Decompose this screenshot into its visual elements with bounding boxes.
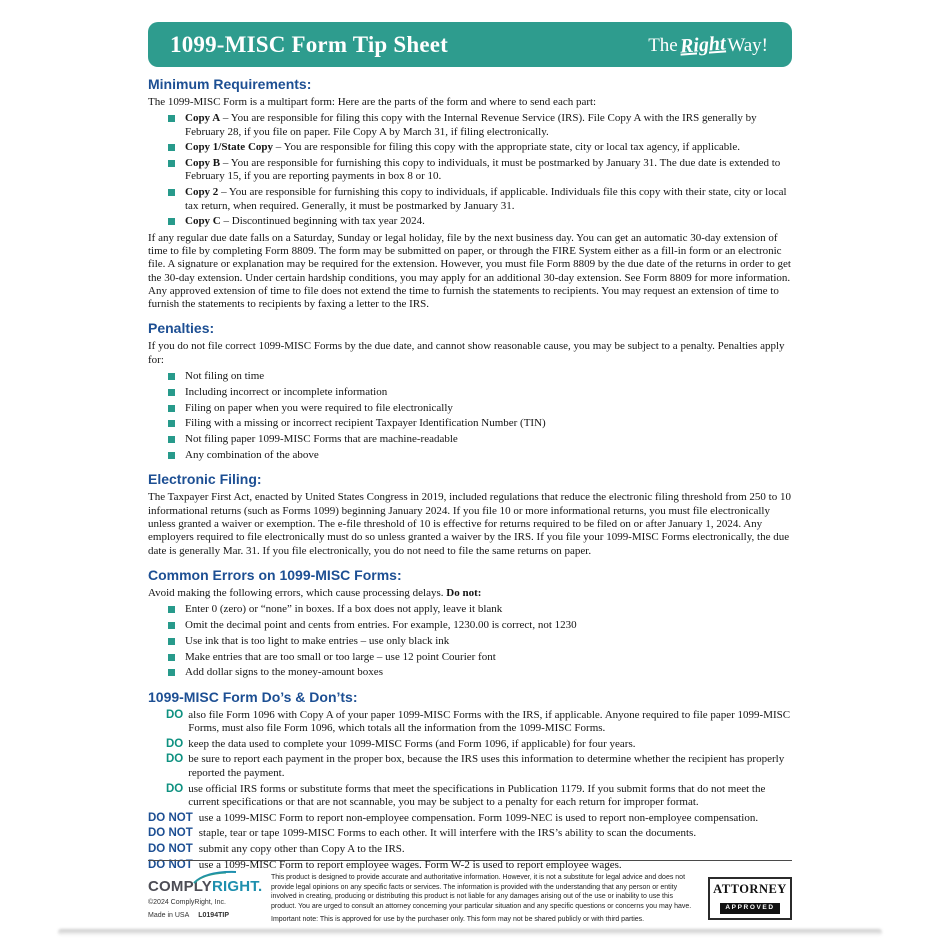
list-item: Filing with a missing or incorrect recipient Taxpayer Identification Number (TIN) (168, 417, 792, 430)
bullet-square-icon (168, 436, 175, 443)
list-item: Add dollar signs to the money-amount boxes (168, 666, 792, 679)
list-item: Not filing paper 1099-MISC Forms that are machine-readable (168, 433, 792, 446)
error-list (148, 603, 792, 679)
section-heading: 1099-MISC Form Do’s & Don’ts: (148, 688, 358, 705)
copy-text: – Discontinued beginning with tax year 2024. (220, 215, 425, 228)
section-intro: If you do not file correct 1099-MISC Forms by the due date, and cannot show reasonable cause, you may be subject to a penalty. Penalties apply for: (148, 340, 785, 366)
do-label: DO (166, 753, 184, 766)
document-content (148, 0, 792, 875)
list-item (168, 215, 792, 228)
page-title: 1099-MISC Form Tip Sheet (170, 32, 449, 57)
penalty-list (148, 370, 792, 462)
do-not-emphasis: Do not: (446, 586, 482, 599)
badge-approved-text: APPROVED (720, 903, 779, 914)
copy-text: – You are responsible for furnishing this copy to individuals, if applicable. Individuals file this copy with their state, city or local tax return, when required. Generally, it must be postmarked by January 31. (185, 186, 787, 212)
title-banner (148, 22, 792, 67)
list-item: Enter 0 (zero) or “none” in boxes. If a box does not apply, leave it blank (168, 603, 792, 616)
copy-list (148, 112, 792, 228)
bullet-square-icon (168, 405, 175, 412)
copy-label: Copy 2 (185, 186, 219, 199)
logo-comply-text: COMPLY (148, 878, 212, 896)
extension-paragraph: If any regular due date falls on a Saturday, Sunday or legal holiday, file by the next business day. You can get an automatic 30-day extension of time to file by completing Form 8809. The form may be submitted on paper, or through the FIRE System either as a fill-in form or an electronic file. A signature or explanation may be required for the extension. However, you must file Form 8809 by the due date of the returns in order to get the 30-day extension. Under certain hardship conditions, you may apply for an additional 30-day extension. See Form 8809 for more information. Any approved extension of time to file does not extend the time to furnish the statements to recipients. You may request an extension of time to furnish the statements to recipients by faxing a letter to the IRS. (148, 231, 791, 311)
section-dos-donts (148, 689, 792, 873)
section-intro: The 1099-MISC Form is a multipart form: Here are the parts of the form and where to send each part: (148, 96, 597, 108)
legal-disclaimer (271, 871, 695, 924)
copy-label: Copy A (185, 112, 221, 125)
footer-divider (148, 860, 792, 861)
badge-attorney-text: ATTORNEY (713, 882, 787, 897)
section-common-errors (148, 567, 792, 680)
do-item: DO be sure to report each payment in the proper box, because the IRS uses this information to determine whether the recipient has properly reported the payment. (166, 753, 785, 779)
do-item: DO also file Form 1096 with Copy A of your paper 1099-MISC Forms with the IRS, if applicable. Anyone required to file paper 1099-MISC Forms, must also file Form 1096, which totals all the information from the 1099-MISC Forms. (166, 708, 791, 734)
copyright-text: ©2024 ComplyRight, Inc. (148, 899, 226, 907)
bullet-square-icon (168, 606, 175, 613)
section-penalties (148, 320, 792, 462)
list-item: Not filing on time (168, 370, 792, 383)
bullet-square-icon (168, 654, 175, 661)
list-item: Including incorrect or incomplete information (168, 386, 792, 399)
efiling-paragraph: The Taxpayer First Act, enacted by United States Congress in 2019, included regulations that reduce the electronic filing threshold from 250 to 10 informational returns (such as Forms 1099) beginning January 2024. If you file 10 or more informational returns, you must file electronically unless granted a waiver or exemption. The e-file threshold of 10 is effective for returns required to be filed on or after January 1, 2024. Any employers required to file electronically must do so unless granted a waiver by the IRS. If you file your 1099-MISC Forms electronically, the due date is generally Mar. 31. If you file electronically, you do not need to file the same returns on paper. (148, 491, 791, 557)
do-label: DO (166, 737, 184, 750)
copy-label: Copy C (185, 215, 221, 228)
tagline-the: The (648, 34, 678, 56)
sku-number: L0194TIP (198, 912, 229, 920)
section-heading: Minimum Requirements: (148, 76, 312, 92)
copy-text: – You are responsible for furnishing this copy to individuals, it must be postmarked by January 31. The due date is extended to February 15, if you are reporting payments in box 8 or 10. (185, 157, 781, 183)
bullet-square-icon (168, 189, 175, 196)
page-edge-shadow (58, 929, 882, 936)
do-label: DO (166, 782, 184, 795)
section-intro: Avoid making the following errors, which cause processing delays. Do not: (148, 586, 482, 599)
copy-text: – You are responsible for filing this copy with the appropriate state, city or local tax agency, if applicable. (273, 141, 740, 154)
do-not-item: DO NOT submit any copy other than Copy A to the IRS. (148, 843, 405, 856)
section-heading: Common Errors on 1099-MISC Forms: (148, 566, 402, 583)
do-item: DO keep the data used to complete your 1099-MISC Forms (and Form 1096, if applicable) for four years. (166, 737, 636, 750)
list-item (168, 186, 792, 213)
bullet-square-icon (168, 420, 175, 427)
swoosh-icon (192, 870, 238, 884)
list-item (168, 141, 792, 154)
copy-label: Copy B (185, 157, 221, 170)
bullet-square-icon (168, 144, 175, 151)
brand-tagline (648, 31, 768, 58)
list-item: Use ink that is too light to make entries – use only black ink (168, 635, 792, 648)
bullet-square-icon (168, 452, 175, 459)
list-item (168, 157, 792, 184)
list-item: Make entries that are too small or too large – use 12 point Courier font (168, 651, 792, 664)
do-not-item: DO NOT use a 1099-MISC Form to report employee wages. Form W-2 is used to report employee wages. (148, 859, 622, 872)
section-electronic-filing (148, 471, 792, 557)
do-item: DO use official IRS forms or substitute forms that meet the specifications in Publication 1179. If you submit forms that do not meet the current specifications or that are not scannable, you may be subject to a penalty for each return for improper format. (166, 782, 766, 808)
footer (148, 860, 792, 924)
bullet-square-icon (168, 622, 175, 629)
do-not-label: DO NOT (148, 827, 193, 840)
do-label: DO (166, 708, 184, 721)
copy-label: Copy 1/State Copy (185, 141, 274, 154)
bullet-square-icon (168, 373, 175, 380)
list-item: Any combination of the above (168, 449, 792, 462)
made-in-text: Made in USA (148, 912, 190, 920)
do-not-label: DO NOT (148, 859, 193, 872)
bullet-square-icon (168, 218, 175, 225)
bullet-square-icon (168, 115, 175, 122)
bullet-square-icon (168, 389, 175, 396)
important-note: Important note: This is approved for use by the purchaser only. This form may not be shared publicly or with third parties. (271, 915, 645, 923)
do-not-item: DO NOT staple, tear or tape 1099-MISC Forms to each other. It will interfere with the IRS’s ability to scan the documents. (148, 827, 697, 840)
attorney-approved-badge (708, 877, 792, 920)
bullet-square-icon (168, 669, 175, 676)
section-heading: Penalties: (148, 320, 215, 337)
logo-right-text: RIGHT. (212, 878, 263, 896)
section-minimum-requirements (148, 76, 792, 311)
tagline-right: Right (679, 31, 727, 58)
list-item (168, 112, 792, 139)
do-not-item: DO NOT use a 1099-MISC Form to report non-employee compensation. Form 1099-NEC is used to report non-employee compensation. (148, 811, 759, 824)
bullet-square-icon (168, 638, 175, 645)
bullet-square-icon (168, 160, 175, 167)
complyright-logo (148, 871, 263, 920)
copy-text: – You are responsible for filing this copy with the Internal Revenue Service (IRS). File Copy A with the IRS generally by February 28, if you file on paper. File Copy A by March 31, if filing electronically. (185, 112, 757, 138)
tagline-way: Way! (727, 34, 768, 56)
list-item: Omit the decimal point and cents from entries. For example, 1230.00 is correct, not 1230 (168, 619, 792, 632)
do-not-label: DO NOT (148, 843, 193, 856)
disclaimer-text: This product is designed to provide accurate and authoritative information. However, it is not a substitute for legal advice and does not provide legal opinions on any specific facts or services. The information is provided with the understanding that any person or entity involved in creating, producing or distributing this product is not liable for any damages arising out of the use or inability to use this product. You are urged to consult an attorney concerning your particular situation and any specific questions or concerns you may have. (271, 874, 692, 910)
list-item: Filing on paper when you were required to file electronically (168, 402, 792, 415)
section-heading: Electronic Filing: (148, 471, 262, 488)
do-not-label: DO NOT (148, 811, 193, 824)
